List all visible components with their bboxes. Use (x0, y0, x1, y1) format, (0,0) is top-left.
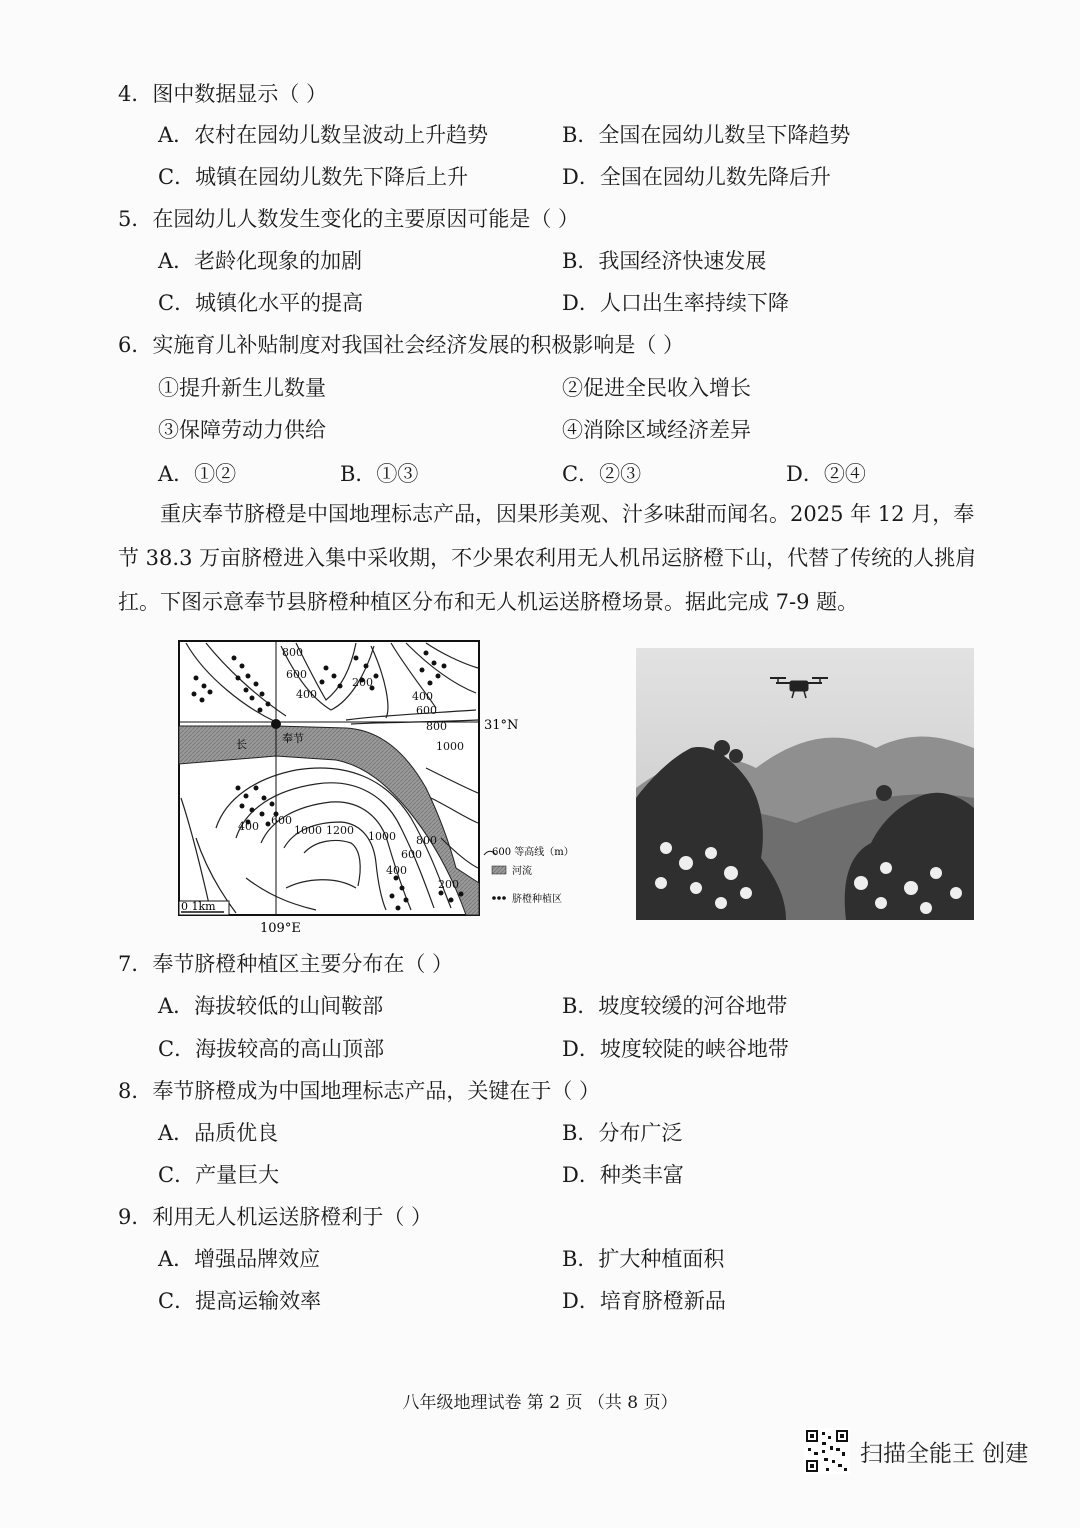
topographic-map (176, 638, 596, 938)
q6-statement-2: ②促进全民收入增长 (562, 376, 751, 400)
q4-stem: 4．图中数据显示（ ） (118, 82, 328, 106)
page-footer: 八年级地理试卷 第 2 页 （共 8 页） (402, 1393, 678, 1413)
brand-text: 扫描全能王 创建 (860, 1440, 1029, 1467)
q4-option-c[interactable]: C．城镇在园幼儿数先下降后上升 (158, 165, 469, 189)
q6-option-d[interactable]: D．②④ (786, 462, 866, 486)
q6-statement-3: ③保障劳动力供给 (158, 418, 326, 442)
q5-option-d[interactable]: D．人口出生率持续下降 (562, 291, 789, 315)
q4-option-b[interactable]: B．全国在园幼儿数呈下降趋势 (562, 123, 851, 147)
q7-option-d[interactable]: D．坡度较陡的峡谷地带 (562, 1037, 789, 1061)
q9-option-c[interactable]: C．提高运输效率 (158, 1289, 322, 1313)
svg-text:400: 400 (296, 688, 317, 701)
reading-passage (118, 492, 980, 624)
q7-stem: 7．奉节脐橙种植区主要分布在（ ） (118, 952, 454, 976)
svg-text:600: 600 (271, 814, 292, 827)
svg-text:1000: 1000 (436, 740, 464, 753)
svg-text:600: 600 (286, 668, 307, 681)
q5-option-b[interactable]: B．我国经济快速发展 (562, 249, 767, 273)
q9-stem: 9．利用无人机运送脐橙利于（ ） (118, 1205, 433, 1229)
svg-text:800: 800 (416, 834, 437, 847)
legend-orchard: 脐橙种植区 (512, 894, 562, 905)
q6-statement-1: ①提升新生儿数量 (158, 376, 326, 400)
svg-text:400: 400 (386, 864, 407, 877)
q7-option-b[interactable]: B．坡度较缓的河谷地带 (562, 994, 788, 1018)
svg-text:400: 400 (238, 820, 259, 833)
q9-option-a[interactable]: A．增强品牌效应 (158, 1247, 321, 1271)
q9-option-b[interactable]: B．扩大种植面积 (562, 1247, 725, 1271)
legend-contour: 600 等高线（m） (492, 847, 574, 858)
town-label: 奉节 (282, 732, 304, 745)
svg-text:1200: 1200 (326, 824, 354, 837)
q5-option-c[interactable]: C．城镇化水平的提高 (158, 291, 364, 315)
q5-option-a[interactable]: A．老龄化现象的加剧 (158, 249, 363, 273)
q6-option-b[interactable]: B．①③ (340, 462, 419, 486)
q4-option-d[interactable]: D．全国在园幼儿数先降后升 (562, 165, 831, 189)
q9-option-d[interactable]: D．培育脐橙新品 (562, 1289, 726, 1313)
drone-photo (636, 648, 974, 920)
q6-statement-4: ④消除区域经济差异 (562, 418, 751, 442)
qr-code-icon (804, 1428, 850, 1474)
q6-stem: 6．实施育儿补贴制度对我国社会经济发展的积极影响是（ ） (118, 333, 685, 357)
q6-option-a[interactable]: A．①② (158, 462, 237, 486)
q8-option-c[interactable]: C．产量巨大 (158, 1163, 280, 1187)
longitude-label: 109°E (260, 921, 301, 936)
q7-option-c[interactable]: C．海拔较高的高山顶部 (158, 1037, 385, 1061)
svg-text:600: 600 (416, 704, 437, 717)
q7-option-a[interactable]: A．海拔较低的山间鞍部 (158, 994, 384, 1018)
town-marker (271, 719, 281, 729)
svg-text:400: 400 (412, 690, 433, 703)
q8-option-d[interactable]: D．种类丰富 (562, 1163, 684, 1187)
q6-option-c[interactable]: C．②③ (562, 462, 642, 486)
q8-stem: 8．奉节脐橙成为中国地理标志产品，关键在于（ ） (118, 1079, 601, 1103)
q8-option-a[interactable]: A．品质优良 (158, 1121, 279, 1145)
q8-option-b[interactable]: B．分布广泛 (562, 1121, 683, 1145)
q4-option-a[interactable]: A．农村在园幼儿数呈波动上升趋势 (158, 123, 489, 147)
svg-text:1000: 1000 (294, 824, 322, 837)
scale-bar-label: 0 1km (181, 900, 216, 913)
passage-text: 重庆奉节脐橙是中国地理标志产品，因果形美观、汁多味甜而闻名。2025 年 12 月，奉节 38.3 万亩脐橙进入集中采收期，不少果农利用无人机吊运脐橙下山，代替了传统的人挑肩扛。下图示意奉节县脐橙种植区分布和无人机运送脐橙场景。据此完成 7-9 题。 (118, 502, 977, 614)
scanner-watermark (804, 1428, 1028, 1474)
svg-text:800: 800 (282, 646, 303, 659)
svg-text:200: 200 (352, 676, 373, 689)
svg-text:1000: 1000 (368, 830, 396, 843)
latitude-label: 31°N (484, 718, 519, 733)
river-label: 长 (236, 738, 247, 751)
svg-text:600: 600 (401, 848, 422, 861)
svg-text:800: 800 (426, 720, 447, 733)
q5-stem: 5．在园幼儿人数发生变化的主要原因可能是（ ） (118, 207, 580, 231)
legend-river: 河流 (512, 866, 532, 877)
svg-text:200: 200 (438, 878, 459, 891)
